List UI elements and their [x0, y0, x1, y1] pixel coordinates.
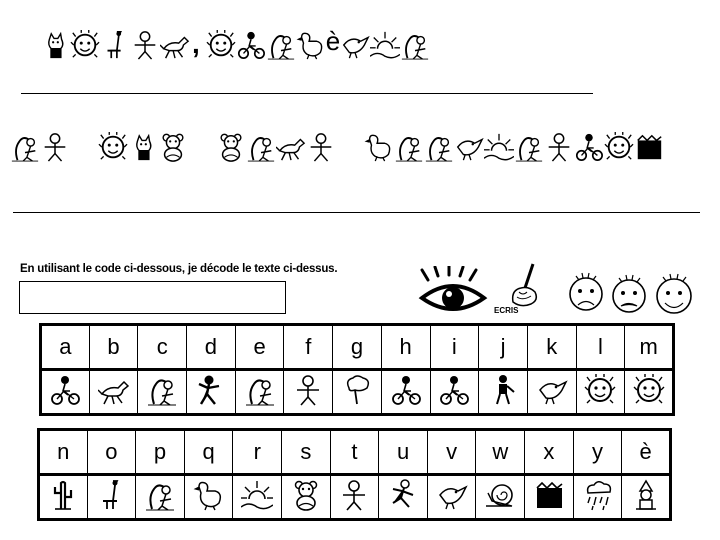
sun-icon	[241, 479, 273, 511]
lion-face-icon	[70, 30, 100, 60]
squirrel-icon	[146, 374, 178, 406]
hen-icon	[364, 132, 394, 162]
picture-row	[41, 370, 674, 415]
picture-cell	[427, 475, 476, 520]
letter-cell: f	[284, 325, 333, 370]
stick-person-icon	[292, 374, 324, 406]
sun-icon	[484, 132, 514, 162]
stick-person-icon	[544, 132, 574, 162]
walker-icon	[487, 374, 519, 406]
bird-icon	[436, 479, 468, 511]
encoded-line-2	[10, 118, 710, 162]
squirrel-icon	[514, 132, 544, 162]
picture-cell	[284, 370, 333, 415]
letter-cell: i	[430, 325, 479, 370]
squirrel-icon	[10, 132, 40, 162]
child-cycling-icon	[438, 374, 470, 406]
picture-cell	[41, 370, 90, 415]
letter-cell: q	[184, 430, 233, 475]
ecris-label: ECRIS	[494, 306, 519, 315]
picture-cell	[476, 475, 525, 520]
letter-cell: n	[39, 430, 88, 475]
comma: ,	[192, 28, 200, 59]
letter-cell: w	[476, 430, 525, 475]
letter-cell: b	[89, 325, 138, 370]
encoded-word	[206, 28, 430, 60]
letter-cell: d	[187, 325, 236, 370]
bird-icon	[340, 30, 370, 60]
letter-cell: a	[41, 325, 90, 370]
bear-icon	[290, 479, 322, 511]
letter-cell: v	[427, 430, 476, 475]
squirrel-icon	[394, 132, 424, 162]
letter-cell: è	[622, 430, 671, 475]
encoded-word	[216, 132, 336, 162]
letter-cell: l	[576, 325, 625, 370]
picture-cell	[138, 370, 187, 415]
dog-running-icon	[98, 374, 130, 406]
answer-box[interactable]	[19, 281, 286, 314]
encoded-word	[10, 30, 190, 60]
squirrel-icon	[266, 30, 296, 60]
dancer-icon	[195, 374, 227, 406]
picture-cell	[527, 370, 576, 415]
encoded-letter: è	[325, 26, 341, 56]
hen-icon	[296, 30, 326, 60]
snail-icon	[484, 479, 516, 511]
bird-icon	[454, 132, 484, 162]
lion-face-icon	[98, 132, 128, 162]
writing-line-1	[21, 93, 593, 94]
squirrel-icon	[424, 132, 454, 162]
letter-cell: u	[379, 430, 428, 475]
cat-icon	[40, 30, 70, 60]
letter-cell: c	[138, 325, 187, 370]
stick-person-icon	[338, 479, 370, 511]
stick-person-icon	[130, 30, 160, 60]
picture-cell	[625, 370, 674, 415]
child-cycling-icon	[236, 30, 266, 60]
black-box-icon	[634, 132, 664, 162]
picture-cell	[330, 475, 379, 520]
lion-face-icon	[604, 132, 634, 162]
letter-cell: e	[235, 325, 284, 370]
picture-cell	[136, 475, 185, 520]
encoded-word	[98, 132, 188, 162]
letter-cell: g	[333, 325, 382, 370]
child-cycling-icon	[390, 374, 422, 406]
letter-row	[39, 430, 671, 475]
letter-row	[41, 325, 674, 370]
picture-cell	[430, 370, 479, 415]
lion-face-icon	[206, 30, 236, 60]
picture-cell	[39, 475, 88, 520]
giraffe-icon	[95, 479, 127, 511]
encoded-word	[364, 132, 664, 162]
rain-cloud-icon	[582, 479, 614, 511]
lion-face-icon	[584, 374, 616, 406]
dog-running-icon	[160, 30, 190, 60]
picture-cell	[233, 475, 282, 520]
code-table-n-to-egrave	[37, 428, 672, 521]
picture-cell	[184, 475, 233, 520]
sun-icon	[370, 30, 400, 60]
lion-face-icon	[633, 374, 665, 406]
letter-cell: p	[136, 430, 185, 475]
letter-cell: o	[87, 430, 136, 475]
child-cycling-icon	[574, 132, 604, 162]
gnome-icon	[630, 479, 662, 511]
giraffe-icon	[100, 30, 130, 60]
letter-cell: r	[233, 430, 282, 475]
picture-cell	[235, 370, 284, 415]
letter-cell: k	[527, 325, 576, 370]
stick-person-icon	[40, 132, 70, 162]
dog-running-icon	[276, 132, 306, 162]
picture-cell	[622, 475, 671, 520]
picture-row	[39, 475, 671, 520]
writing-line-2	[13, 212, 700, 213]
encoded-word	[10, 132, 70, 162]
eye-icon	[418, 266, 488, 318]
letter-cell: x	[525, 430, 574, 475]
cat-icon	[128, 132, 158, 162]
picture-cell	[379, 475, 428, 520]
picture-cell	[479, 370, 528, 415]
runner-icon	[387, 479, 419, 511]
black-box-icon	[533, 479, 565, 511]
stick-bird-icon	[10, 30, 40, 60]
hand-writing-icon	[493, 262, 549, 308]
stick-person-icon	[306, 132, 336, 162]
letter-cell: t	[330, 430, 379, 475]
picture-cell	[187, 370, 236, 415]
code-table-a-to-m	[39, 323, 675, 416]
instruction-text: En utilisant le code ci-dessous, je décode le texte ci-dessus.	[20, 263, 338, 275]
squirrel-icon	[244, 374, 276, 406]
emotion-faces-icon	[566, 266, 702, 322]
tree-icon	[341, 374, 373, 406]
letter-cell: h	[381, 325, 430, 370]
letter-cell: j	[479, 325, 528, 370]
encoded-line-1	[10, 16, 710, 60]
squirrel-icon	[144, 479, 176, 511]
bear-icon	[216, 132, 246, 162]
picture-cell	[576, 370, 625, 415]
letter-cell: y	[573, 430, 622, 475]
picture-cell	[573, 475, 622, 520]
picture-cell	[282, 475, 331, 520]
picture-cell	[87, 475, 136, 520]
picture-cell	[381, 370, 430, 415]
squirrel-icon	[400, 30, 430, 60]
hen-icon	[193, 479, 225, 511]
letter-cell: m	[625, 325, 674, 370]
picture-cell	[89, 370, 138, 415]
bird-icon	[536, 374, 568, 406]
picture-cell	[333, 370, 382, 415]
cactus-icon	[47, 479, 79, 511]
letter-cell: s	[282, 430, 331, 475]
picture-cell	[525, 475, 574, 520]
squirrel-icon	[246, 132, 276, 162]
bear-icon	[158, 132, 188, 162]
child-cycling-icon	[49, 374, 81, 406]
